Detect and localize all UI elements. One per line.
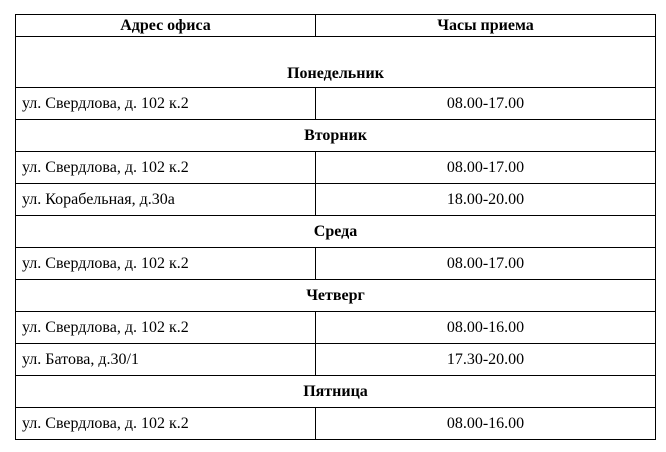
office-hours: 08.00-17.00	[316, 88, 656, 120]
day-label: Понедельник	[16, 37, 656, 88]
office-hours: 08.00-17.00	[316, 248, 656, 280]
office-address: ул. Свердлова, д. 102 к.2	[16, 88, 316, 120]
office-address: ул. Свердлова, д. 102 к.2	[16, 152, 316, 184]
office-hours: 17.30-20.00	[316, 344, 656, 376]
table-row	[16, 344, 656, 376]
office-hours: 08.00-17.00	[316, 152, 656, 184]
day-label: Среда	[16, 216, 656, 248]
day-row-friday	[16, 376, 656, 408]
office-hours-table	[15, 14, 656, 440]
table-row	[16, 152, 656, 184]
office-address: ул. Свердлова, д. 102 к.2	[16, 408, 316, 440]
day-label: Пятница	[16, 376, 656, 408]
office-address: ул. Свердлова, д. 102 к.2	[16, 248, 316, 280]
table-row	[16, 408, 656, 440]
table-row	[16, 312, 656, 344]
day-label: Вторник	[16, 120, 656, 152]
day-row-monday	[16, 37, 656, 88]
day-row-thursday	[16, 280, 656, 312]
address-column-header: Адрес офиса	[16, 15, 316, 37]
day-label: Четверг	[16, 280, 656, 312]
table-header-row	[16, 15, 656, 37]
office-hours: 08.00-16.00	[316, 312, 656, 344]
office-hours: 18.00-20.00	[316, 184, 656, 216]
day-row-tuesday	[16, 120, 656, 152]
table-row	[16, 184, 656, 216]
office-hours: 08.00-16.00	[316, 408, 656, 440]
office-address: ул. Корабельная, д.30а	[16, 184, 316, 216]
hours-column-header: Часы приема	[316, 15, 656, 37]
day-row-wednesday	[16, 216, 656, 248]
office-address: ул. Свердлова, д. 102 к.2	[16, 312, 316, 344]
table-row	[16, 248, 656, 280]
table-row	[16, 88, 656, 120]
office-address: ул. Батова, д.30/1	[16, 344, 316, 376]
